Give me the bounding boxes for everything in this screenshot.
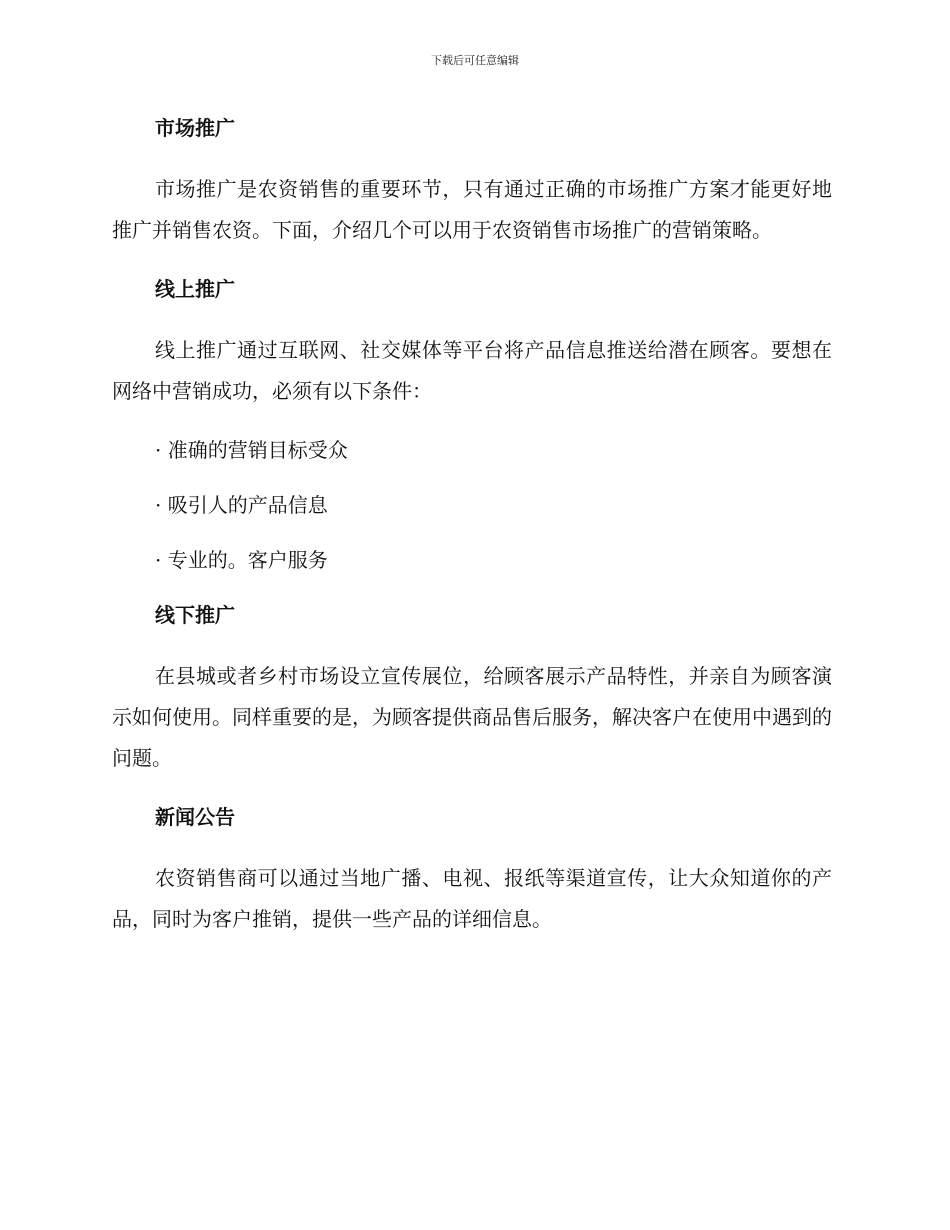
section-heading-offline-promotion: 线下推广 — [155, 603, 235, 627]
section-paragraph-news-announcement: 农资销售商可以通过当地广播、电视、报纸等渠道宣传，让大众知道你的产品，同时为客户推销，提供一些产品的详细信息。 — [112, 866, 832, 931]
section-heading-news-announcement: 新闻公告 — [155, 805, 235, 829]
bullet-item: · 准确的营销目标受众 — [155, 438, 348, 462]
bullet-item: · 吸引人的产品信息 — [155, 493, 328, 517]
document-body — [112, 112, 832, 940]
page-header: 下载后可任意编辑 — [431, 54, 519, 67]
section-heading-market-promotion: 市场推广 — [155, 116, 235, 140]
section-heading-online-promotion: 线上推广 — [155, 277, 235, 301]
section-paragraph-offline-promotion: 在县城或者乡村市场设立宣传展位，给顾客展示产品特性，并亲自为顾客演示如何使用。同样重要的是，为顾客提供商品售后服务，解决客户在使用中遇到的问题。 — [112, 664, 832, 770]
section-paragraph-market-promotion: 市场推广是农资销售的重要环节，只有通过正确的市场推广方案才能更好地推广并销售农资。下面，介绍几个可以用于农资销售市场推广的营销策略。 — [112, 177, 832, 242]
bullet-item: · 专业的。客户服务 — [155, 548, 328, 572]
section-paragraph-online-promotion: 线上推广通过互联网、社交媒体等平台将产品信息推送给潜在顾客。要想在网络中营销成功，必须有以下条件： — [112, 338, 832, 403]
